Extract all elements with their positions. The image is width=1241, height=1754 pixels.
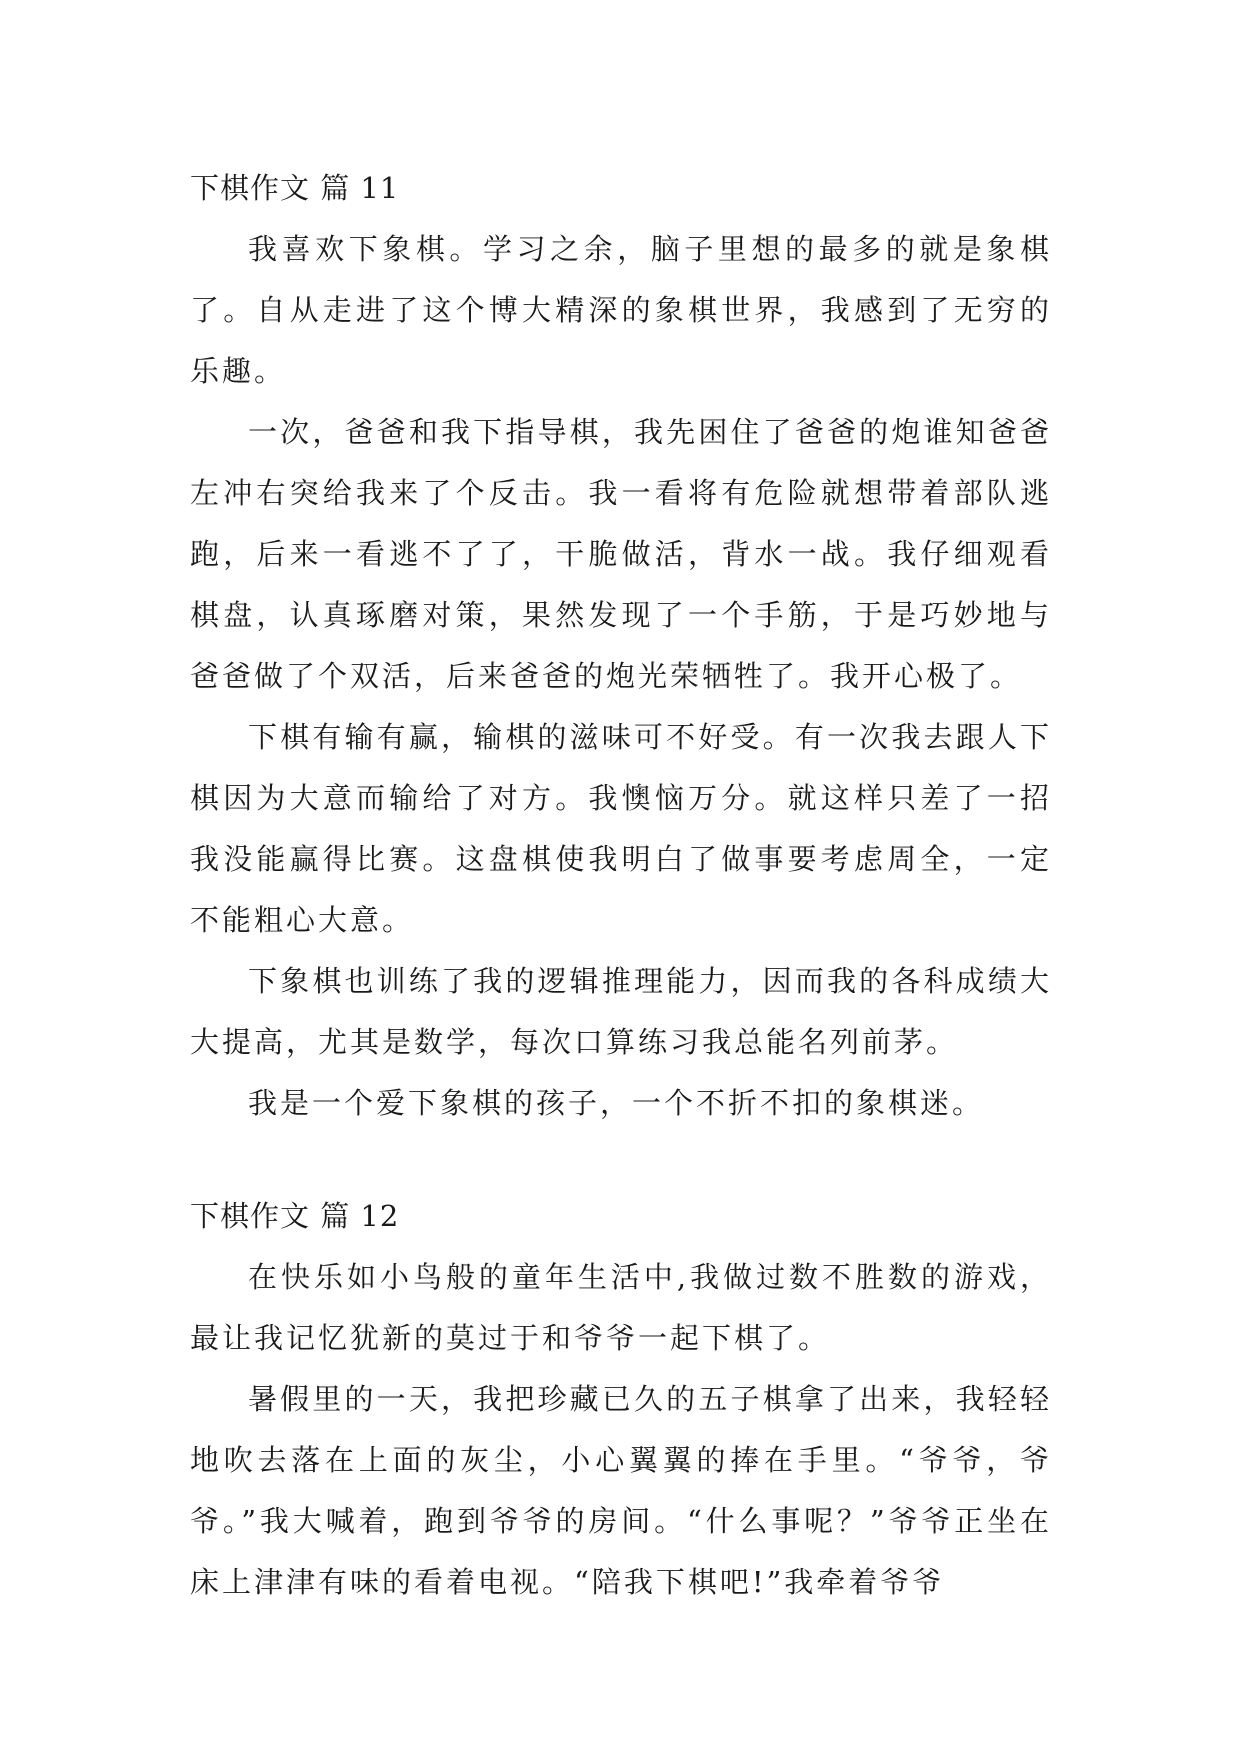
paragraph: 暑假里的一天，我把珍藏已久的五子棋拿了出来，我轻轻地吹去落在上面的灰尘，小心翼翼的捧在手里。“爷爷，爷爷。”我大喊着，跑到爷爷的房间。“什么事呢？”爷爷正坐在床上津津有味的看着电视。“陪我下棋吧!”我牵着爷爷 <box>190 1382 1052 1599</box>
section-title: 下棋作文 篇 12 <box>190 1199 400 1233</box>
document-body <box>190 158 1052 1613</box>
paragraph: 下棋有输有赢，输棋的滋味可不好受。有一次我去跟人下棋因为大意而输给了对方。我懊恼万分。就这样只差了一招我没能赢得比赛。这盘棋使我明白了做事要考虑周全，一定不能粗心大意。 <box>190 720 1052 937</box>
paragraph: 在快乐如小鸟般的童年生活中,我做过数不胜数的游戏，最让我记忆犹新的莫过于和爷爷一起下棋了。 <box>190 1260 1052 1355</box>
paragraph: 下象棋也训练了我的逻辑推理能力，因而我的各科成绩大大提高，尤其是数学，每次口算练习我总能名列前茅。 <box>190 964 1052 1059</box>
essay-section-12 <box>190 1186 1052 1613</box>
paragraph: 我喜欢下象棋。学习之余，脑子里想的最多的就是象棋了。自从走进了这个博大精深的象棋世界，我感到了无穷的乐趣。 <box>190 232 1052 388</box>
section-title: 下棋作文 篇 11 <box>190 171 400 205</box>
paragraph: 我是一个爱下象棋的孩子，一个不折不扣的象棋迷。 <box>248 1086 985 1120</box>
essay-section-11 <box>190 158 1052 1134</box>
paragraph: 一次，爸爸和我下指导棋，我先困住了爸爸的炮谁知爸爸左冲右突给我来了个反击。我一看将有危险就想带着部队逃跑，后来一看逃不了了，干脆做活，背水一战。我仔细观看棋盘，认真琢磨对策，果然发现了一个手筋，于是巧妙地与爸爸做了个双活，后来爸爸的炮光荣牺牲了。我开心极了。 <box>190 415 1052 693</box>
